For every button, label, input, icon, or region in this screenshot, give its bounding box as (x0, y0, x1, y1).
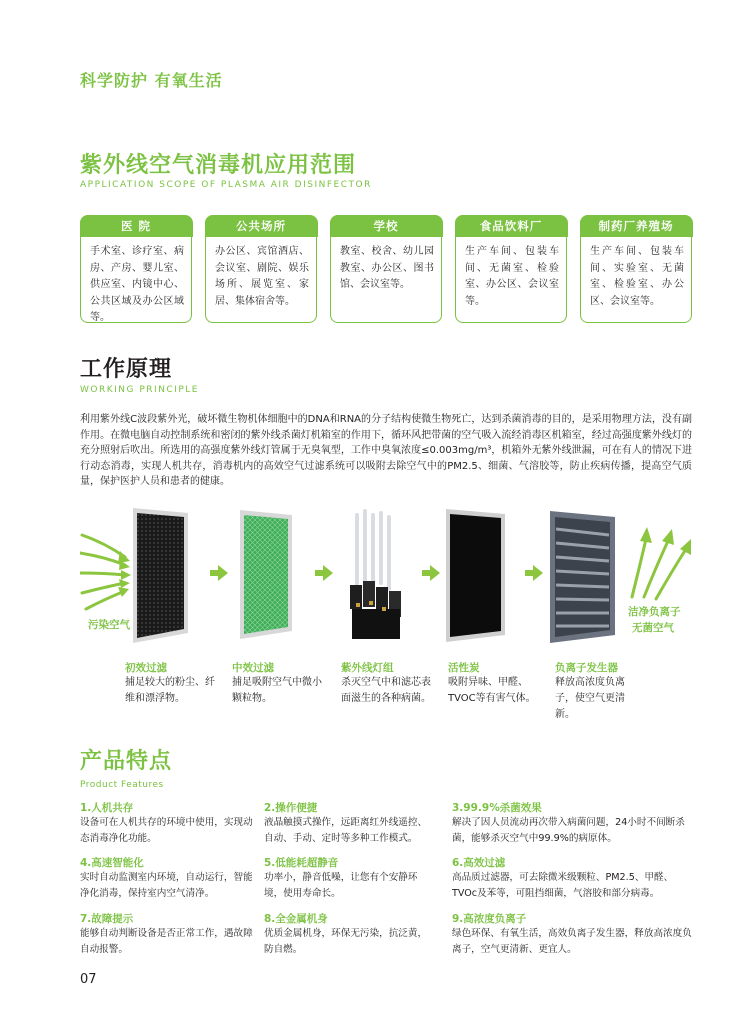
stage-uv-lamps (341, 660, 433, 707)
flow-arrow-icon (210, 565, 228, 581)
stage-title: 中效过滤 (232, 662, 274, 674)
scope-card-head: 公共场所 (205, 215, 318, 237)
stage-title: 紫外线灯组 (341, 662, 394, 674)
activated-carbon-image (446, 509, 505, 642)
feature-title: 1.人机共存 (80, 802, 134, 814)
scope-card-body: 教室、校舍、幼儿园教室、办公区、图书馆、会议室等。 (340, 246, 434, 290)
feature-text: 高品质过滤器，可去除微米级颗粒、PM2.5、甲醛、TVOc及苯等，可阻挡细菌，气溶胶和部分病毒。 (452, 872, 674, 899)
stage-title: 活性炭 (448, 662, 480, 674)
stage-primary-filter (125, 660, 220, 707)
stage-desc: 捕足吸附空气中微小颗粒物。 (232, 677, 322, 704)
feature-title: 5.低能耗超静音 (264, 857, 339, 869)
stage-title: 负离子发生器 (555, 662, 618, 674)
process-diagram (80, 505, 692, 655)
principle-title: 工作原理 (80, 357, 173, 382)
uv-lamp-group-image (350, 511, 401, 639)
feature-item (452, 855, 692, 901)
inlet-label: 污染空气 (88, 619, 130, 631)
stage-ion-generator (555, 660, 643, 723)
feature-text: 设备可在人机共存的环境中使用，实现动态消毒净化功能。 (80, 817, 253, 844)
scope-card-body: 手术室、诊疗室、病房、产房、婴儿室、供应室、内镜中心、公共区域及办公区域等。 (90, 246, 184, 323)
ion-generator-image (550, 511, 615, 643)
feature-title: 2.操作便捷 (264, 802, 318, 814)
scope-card-pharma-farm (580, 215, 692, 323)
stage-activated-carbon (448, 660, 536, 707)
principle-subtitle: WORKING PRINCIPLE (80, 385, 199, 395)
feature-text: 优质金属机身，环保无污染，抗泛黄，防自燃。 (264, 928, 428, 955)
scope-card-head: 学校 (330, 215, 443, 237)
feature-text: 能够自动判断设备是否正常工作，遇故障自动报警。 (80, 928, 253, 955)
feature-title: 7.故障提示 (80, 913, 134, 925)
scope-card-public (205, 215, 317, 323)
stage-title: 初效过滤 (125, 662, 167, 674)
outlet-arrowheads-icon (640, 527, 691, 555)
feature-item (80, 911, 255, 957)
feature-title: 8.全金属机身 (264, 913, 328, 925)
scope-title: 紫外线空气消毒机应用范围 (80, 153, 357, 178)
feature-title: 9.高浓度负离子 (452, 913, 527, 925)
stage-desc: 捕足较大的粉尘、纤维和漂浮物。 (125, 677, 215, 704)
scope-card-body: 生产车间、包装车间、实验室、无菌室、检验室、办公区、会议室等。 (590, 246, 684, 307)
stage-desc: 吸附异味、甲醛、TVOC等有害气体。 (448, 677, 536, 704)
feature-title: 3.99.9%杀菌效果 (452, 802, 542, 814)
primary-filter-image (133, 508, 188, 643)
feature-item (452, 911, 692, 957)
medium-filter-image (240, 510, 292, 639)
stage-medium-filter (232, 660, 324, 707)
scope-card-body: 生产车间、包装车间、无菌室、检验室、办公区、会议室等。 (465, 246, 559, 307)
feature-item (264, 911, 434, 957)
flow-arrow-icon (315, 565, 333, 581)
features-title: 产品特点 (80, 749, 173, 774)
scope-cards (80, 215, 692, 323)
feature-text: 液晶触摸式操作，远距离红外线遥控、自动、手动、定时等多种工作模式。 (264, 817, 428, 844)
outlet-label-line1: 洁净负离子 (628, 606, 681, 618)
scope-card-head: 食品饮料厂 (455, 215, 568, 237)
feature-item (264, 800, 434, 846)
flow-arrow-icon (525, 565, 543, 581)
principle-paragraph: 利用紫外线C波段紫外光，破坏微生物机体细胞中的DNA和RNA的分子结构使微生物死亡，达到杀菌消毒的目的，是采用物理方法，没有副作用。在微电脑自动控制系统和密闭的紫外线杀菌灯机箱室的作用下，循环风把带菌的空气吸入流经消毒区机箱室，经过高强度紫外线灯的充分照射后吹出。所选用的高强度紫外线灯管属于无臭氧型，工作中臭氧浓度≤0.003mg/m³，机箱外无紫外线泄漏，可在有人的情况下进行动态消毒，实现人机共存，消毒机内的高效空气过滤系统可以吸附去除空气中的PM2.5、细菌、气溶胶等，防止疾病传播，提高空气质量，保护医护人员和患者的健康。 (80, 414, 692, 488)
scope-card-food-factory (455, 215, 567, 323)
features-subtitle: Product Features (80, 780, 164, 790)
tagline: 科学防护 有氧生活 (80, 71, 223, 90)
feature-text: 绿色环保、有氧生活，高效负离子发生器，释放高浓度负离子，空气更清新、更宜人。 (452, 928, 692, 955)
stage-desc: 杀灭空气中和滤芯表面滋生的各种病菌。 (341, 677, 431, 704)
feature-item (80, 800, 255, 846)
flow-arrow-icon (422, 565, 440, 581)
scope-card-head: 制药厂养殖场 (580, 215, 693, 237)
scope-card-body: 办公区、宾馆酒店、会议室、剧院、娱乐场所、展览室、家居、集体宿舍等。 (215, 246, 309, 307)
feature-item (264, 855, 434, 901)
inlet-airflow-icon (80, 535, 125, 609)
page-number: 07 (80, 972, 97, 987)
feature-title: 4.高速智能化 (80, 857, 144, 869)
stage-desc: 释放高浓度负离子，使空气更清新。 (555, 677, 625, 720)
feature-item (452, 800, 692, 846)
scope-subtitle: APPLICATION SCOPE OF PLASMA AIR DISINFECTOR (80, 180, 372, 190)
outlet-airflow-icon (632, 539, 686, 599)
feature-text: 解决了因人员流动再次带入病菌问题，24小时不间断杀菌，能够杀灭空气中99.9%的病原体。 (452, 817, 685, 844)
scope-card-head: 医 院 (80, 215, 193, 237)
feature-text: 功率小，静音低噪，让您有个安静环境，使用寿命长。 (264, 872, 418, 899)
scope-card-hospital (80, 215, 192, 323)
feature-text: 实时自动监测室内环境，自动运行，智能净化消毒，保持室内空气清净。 (80, 872, 253, 899)
feature-title: 6.高效过滤 (452, 857, 506, 869)
feature-item (80, 855, 255, 901)
outlet-label-line2: 无菌空气 (632, 622, 674, 634)
scope-card-school (330, 215, 442, 323)
